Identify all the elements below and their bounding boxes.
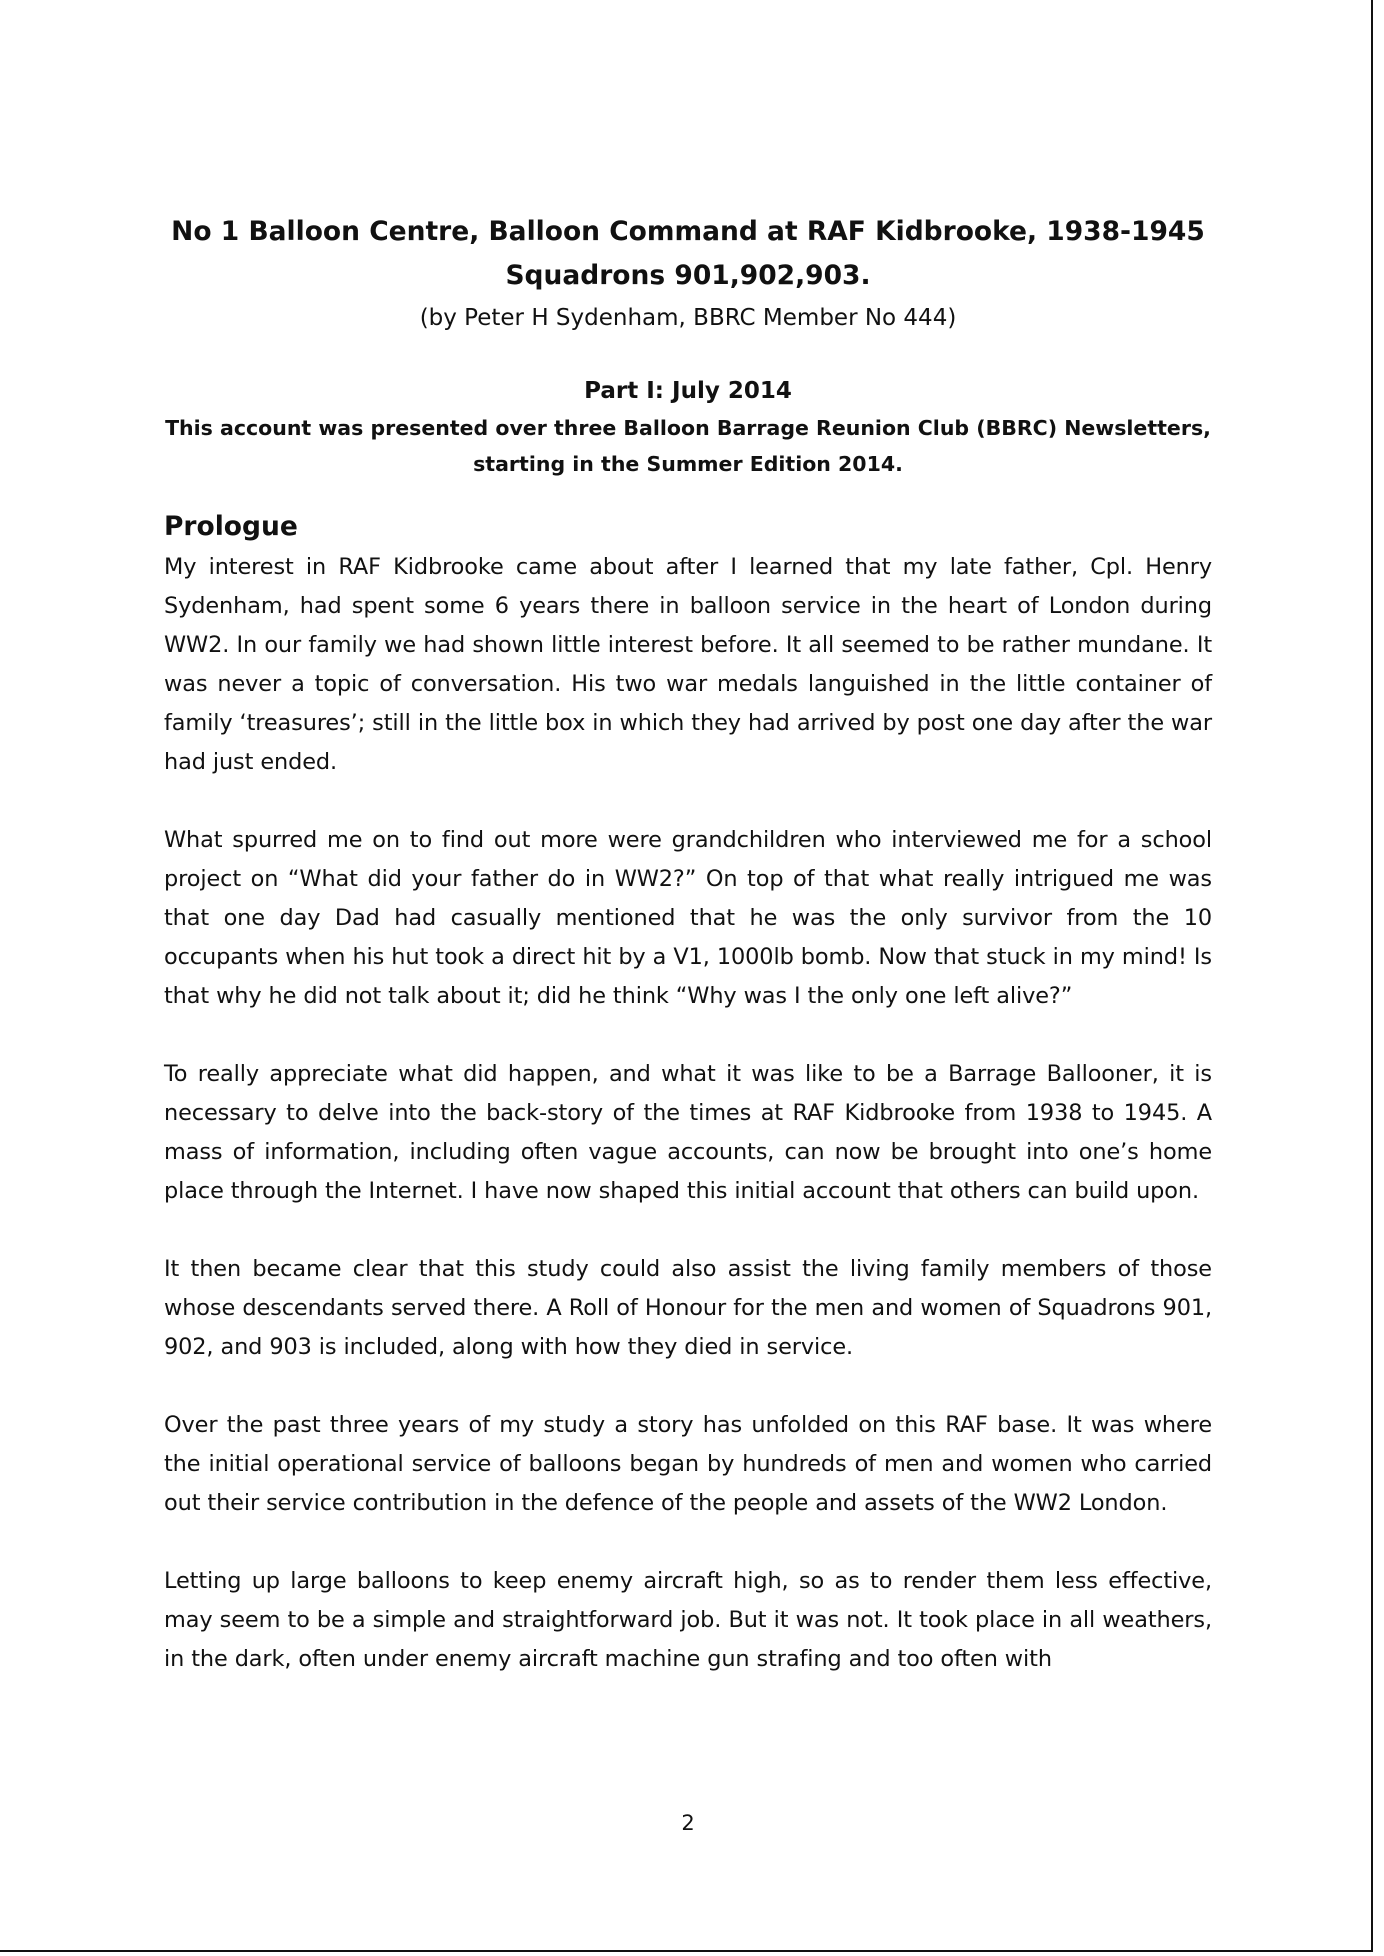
page-number: 2 [681, 1811, 695, 1835]
author-byline: (by Peter H Sydenham, BBRC Member No 444) [419, 305, 957, 331]
intro-note: This account was presented over three Balloon Barrage Reunion Club (BBRC) Newsletters, starting in the Summer Edition 2014. [165, 416, 1211, 476]
document-title-line-2: Squadrons 901,902,903. [505, 260, 871, 291]
section-heading-prologue: Prologue [164, 511, 298, 542]
document-title-line-1: No 1 Balloon Centre, Balloon Command at RAF Kidbrooke, 1938-1945 [171, 216, 1205, 247]
body-paragraph-2: What spurred me on to find out more were grandchildren who interviewed me for a school project on “What did your father do in WW2?” On top of that what really intrigued me was that one day Dad had casually mentioned that he was the only survivor from the 10 occupants when his hut took a direct hit by a V1, 1000lb bomb. Now that stuck in my mind! Is that why he did not talk about it; did he think “Why was I the only one left alive?” [164, 827, 1212, 1009]
body-paragraph-1: My interest in RAF Kidbrooke came about after I learned that my late father, Cpl. Henry Sydenham, had spent some 6 years there in balloon service in the heart of London during WW2. In our family we had shown little interest before. It all seemed to be rather mundane. It was never a topic of conversation. His two war medals languished in the little container of family ‘treasures’; still in the little box in which they had arrived by post one day after the war had just ended. [164, 554, 1212, 775]
body-paragraph-4: It then became clear that this study could also assist the living family members of those whose descendants served there. A Roll of Honour for the men and women of Squadrons 901, 902, and 903 is included, along with how they died in service. [164, 1256, 1212, 1360]
body-paragraph-5: Over the past three years of my study a story has unfolded on this RAF base. It was where the initial operational service of balloons began by hundreds of men and women who carried out their service contribution in the defence of the people and assets of the WW2 London. [164, 1412, 1212, 1516]
body-paragraph-3: To really appreciate what did happen, and what it was like to be a Barrage Ballooner, it is necessary to delve into the back-story of the times at RAF Kidbrooke from 1938 to 1945. A mass of information, including often vague accounts, can now be brought into one’s home place through the Internet. I have now shaped this initial account that others can build upon. [164, 1061, 1212, 1204]
body-paragraph-6: Letting up large balloons to keep enemy aircraft high, so as to render them less effective, may seem to be a simple and straightforward job. But it was not. It took place in all weathers, in the dark, often under enemy aircraft machine gun strafing and too often with [164, 1568, 1212, 1672]
part-heading: Part I: July 2014 [584, 378, 792, 404]
page-content [164, 210, 1212, 1718]
